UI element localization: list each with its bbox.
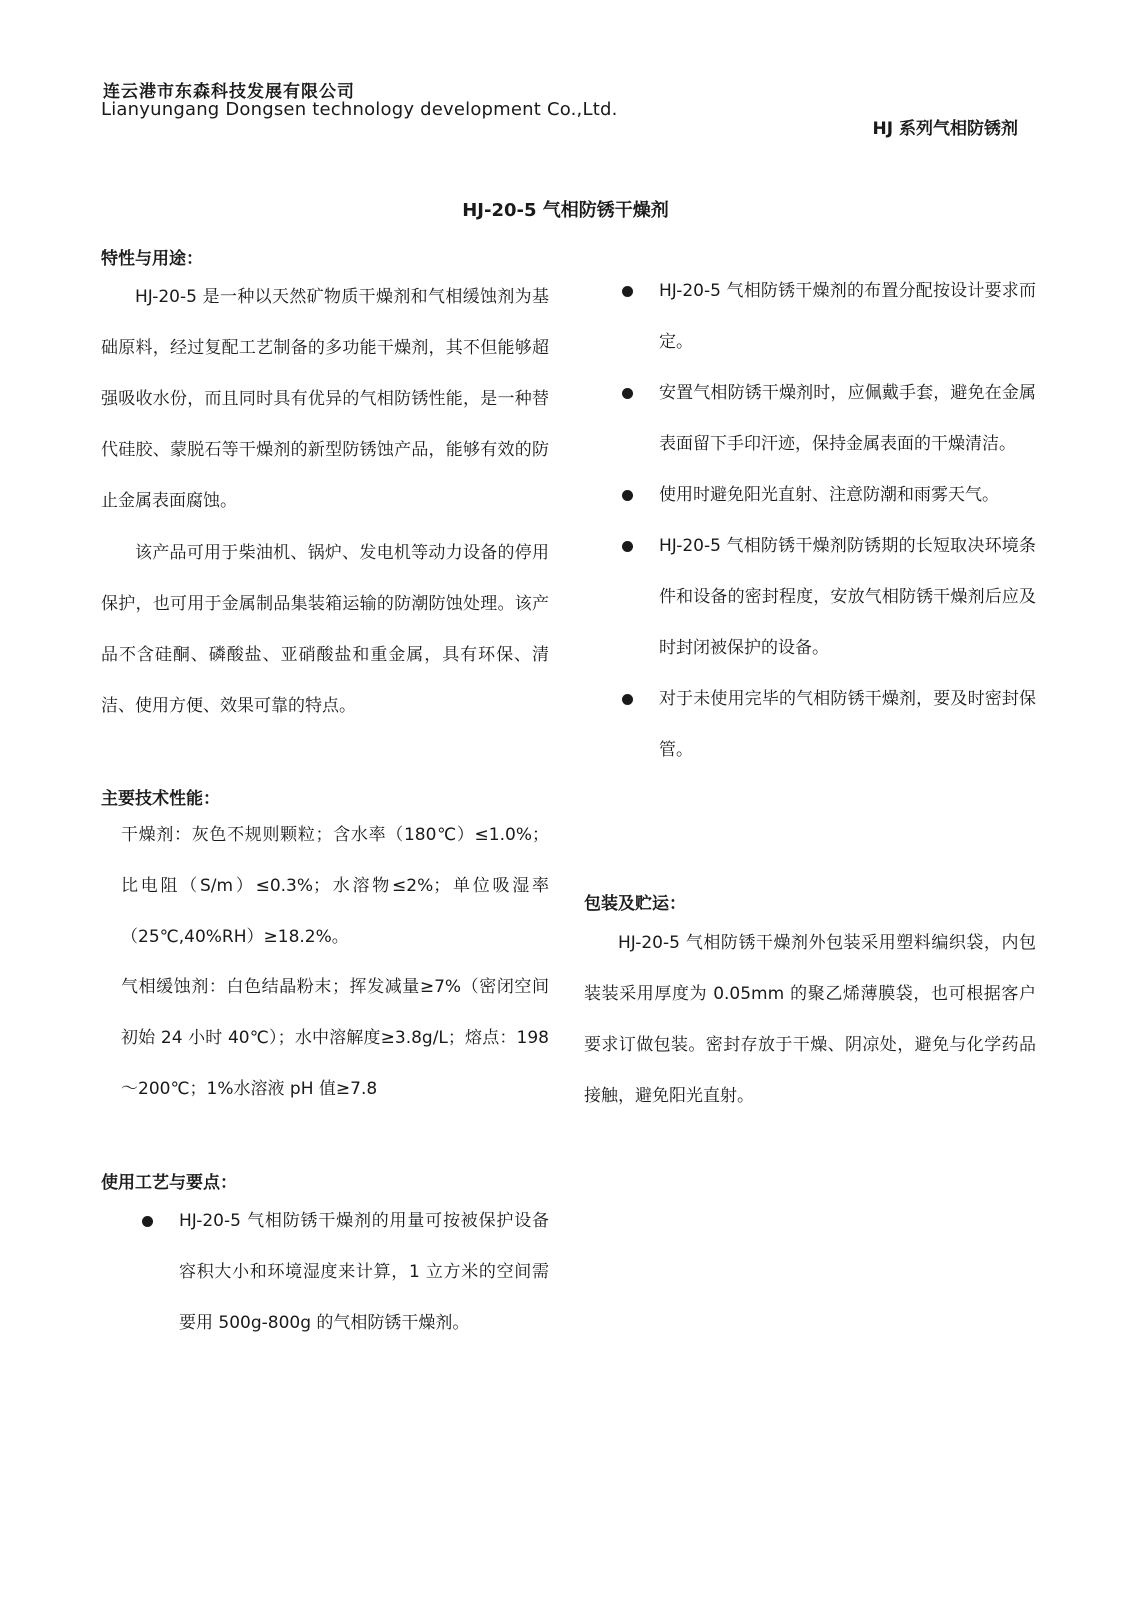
usage-item-5-text: HJ-20-5 气相防锈干燥剂防锈期的长短取决环境条件和设备的密封程度，安放气相防锈干燥剂后应及时封闭被保护的设备。 bbox=[659, 536, 1036, 658]
packaging-heading: 包装及贮运： bbox=[584, 894, 686, 914]
list-item bbox=[659, 266, 1036, 368]
tech-inhibitor-spec: 气相缓蚀剂：白色结晶粉末；挥发减量≥7%（密闭空间初始 24 小时 40℃）；水中溶解度≥3.8g/L；熔点：198～200℃；1%水溶液 pH 值≥7.8 bbox=[121, 977, 549, 1099]
list-item bbox=[179, 1196, 549, 1349]
bullet-dot-icon bbox=[622, 388, 633, 399]
list-item bbox=[659, 470, 1036, 521]
usage-item-1-text: HJ-20-5 气相防锈干燥剂的用量可按被保护设备容积大小和环境湿度来计算，1 立方米的空间需要用 500g-800g 的气相防锈干燥剂。 bbox=[179, 1211, 549, 1333]
list-item bbox=[659, 674, 1036, 776]
packaging-paragraph: HJ-20-5 气相防锈干燥剂外包装采用塑料编织袋，内包装装采用厚度为 0.05mm 的聚乙烯薄膜袋，也可根据客户要求订做包装。密封存放于干燥、阴凉处，避免与化学药品接触，避免阳光直射。 bbox=[584, 933, 1036, 1106]
tech-heading: 主要技术性能： bbox=[101, 789, 220, 809]
bullet-dot-icon bbox=[142, 1216, 153, 1227]
document-title: HJ-20-5 气相防锈干燥剂 bbox=[462, 200, 669, 221]
bullet-dot-icon bbox=[622, 541, 633, 552]
features-paragraph-1: HJ-20-5 是一种以天然矿物质干燥剂和气相缓蚀剂为基础原料，经过复配工艺制备的多功能干燥剂，其不但能够超强吸收水份，而且同时具有优异的气相防锈性能，是一种替代硅胶、蒙脱石等干燥剂的新型防锈蚀产品，能够有效的防止金属表面腐蚀。 bbox=[101, 287, 549, 511]
features-heading: 特性与用途： bbox=[101, 249, 203, 269]
usage-item-4-text: 使用时避免阳光直射、注意防潮和雨雾天气。 bbox=[659, 485, 999, 505]
usage-list-right bbox=[659, 266, 1036, 776]
bullet-dot-icon bbox=[622, 490, 633, 501]
features-paragraph-2: 该产品可用于柴油机、锅炉、发电机等动力设备的停用保护，也可用于金属制品集装箱运输的防潮防蚀处理。该产品不含硅酮、磷酸盐、亚硝酸盐和重金属，具有环保、清洁、使用方便、效果可靠的特点。 bbox=[101, 543, 549, 716]
company-name-en: Lianyungang Dongsen technology development Co.,Ltd. bbox=[101, 99, 618, 120]
series-label: HJ 系列气相防锈剂 bbox=[872, 119, 1018, 139]
bullet-dot-icon bbox=[622, 286, 633, 297]
usage-item-6-text: 对于未使用完毕的气相防锈干燥剂，要及时密封保管。 bbox=[659, 689, 1036, 760]
list-item bbox=[659, 521, 1036, 674]
company-name-cn: 连云港市东森科技发展有限公司 bbox=[103, 82, 355, 102]
usage-heading: 使用工艺与要点： bbox=[101, 1173, 237, 1193]
list-item bbox=[659, 368, 1036, 470]
usage-item-2-text: HJ-20-5 气相防锈干燥剂的布置分配按设计要求而定。 bbox=[659, 281, 1036, 352]
bullet-dot-icon bbox=[622, 694, 633, 705]
tech-desiccant-spec: 干燥剂：灰色不规则颗粒；含水率（180℃）≤1.0%；比电阻（S/m）≤0.3%；水溶物≤2%；单位吸湿率（25℃,40%RH）≥18.2%。 bbox=[121, 825, 549, 947]
usage-list-left bbox=[179, 1196, 549, 1349]
usage-item-3-text: 安置气相防锈干燥剂时，应佩戴手套，避免在金属表面留下手印汗迹，保持金属表面的干燥清洁。 bbox=[659, 383, 1036, 454]
